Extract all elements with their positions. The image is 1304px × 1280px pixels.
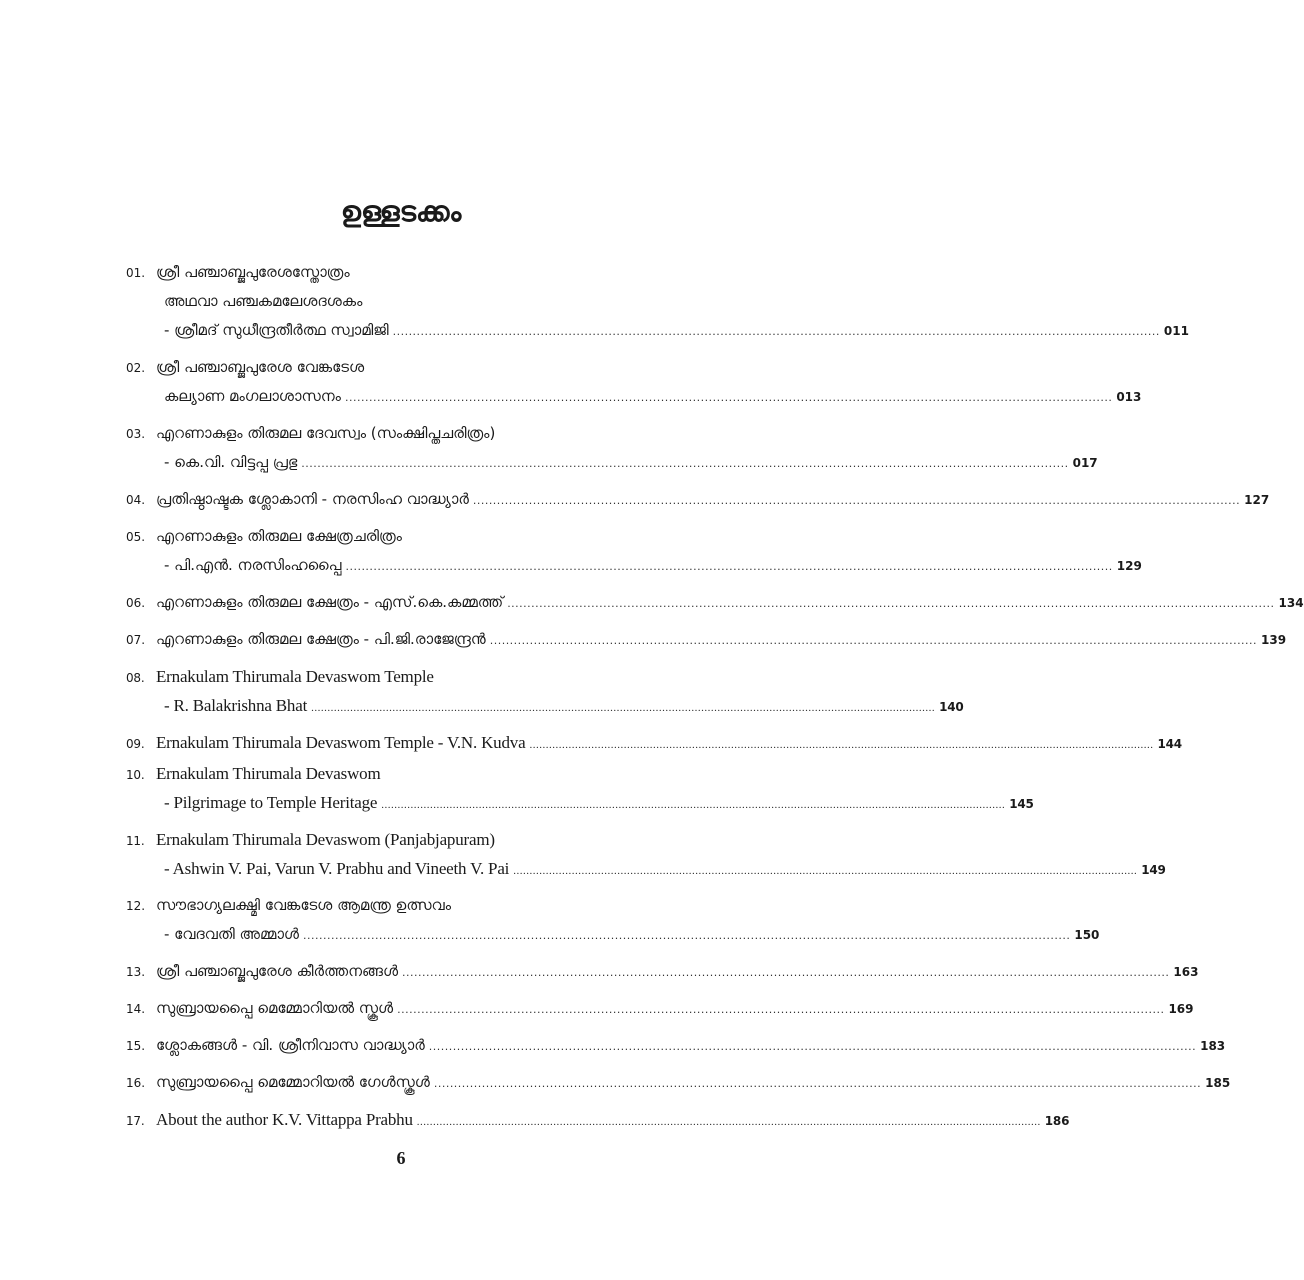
toc-line xyxy=(126,957,1199,986)
toc-entry-title: കല്യാണ മംഗലാശാസനം xyxy=(164,387,341,405)
toc-page-number: 149 xyxy=(1141,863,1166,877)
dot-leader xyxy=(507,589,1274,618)
toc-entry-title: - Ashwin V. Pai, Varun V. Prabhu and Vineeth V. Pai xyxy=(164,859,510,878)
toc-page-number: 150 xyxy=(1074,928,1100,942)
toc-line xyxy=(126,551,1142,580)
toc-page-number: 017 xyxy=(1072,456,1098,470)
toc-line xyxy=(126,728,1182,757)
toc-entry xyxy=(126,825,1166,883)
toc-line xyxy=(126,1068,1231,1097)
toc-entry-number: 09. xyxy=(126,737,145,751)
toc-entry-number: 12. xyxy=(126,899,146,913)
toc-line xyxy=(126,448,1098,477)
toc-entry xyxy=(126,353,1142,411)
toc-page-number: 185 xyxy=(1205,1076,1231,1090)
toc-entry-title: Ernakulam Thirumala Devaswom xyxy=(156,764,381,783)
toc-entry-title: - കെ.വി. വിട്ടപ്പ പ്രഭു xyxy=(164,453,298,471)
toc-line xyxy=(126,485,1270,514)
dot-leader xyxy=(513,857,1137,886)
toc-line xyxy=(126,825,688,854)
toc-entry-title: അഥവാ പഞ്ചകമലേശദശകം xyxy=(164,292,363,310)
toc-line xyxy=(126,854,1166,883)
toc-entry xyxy=(126,1105,1070,1134)
toc-entry-number: 04. xyxy=(126,493,146,507)
toc-entry-title: Ernakulam Thirumala Devaswom Temple - V.N. Kudva xyxy=(156,733,526,752)
toc-entry xyxy=(126,588,1304,617)
toc-entry-title: Ernakulam Thirumala Devaswom (Panjabjapuram) xyxy=(156,830,495,849)
toc-line xyxy=(126,522,688,551)
toc-entry xyxy=(126,994,1194,1023)
toc-line xyxy=(126,588,1304,617)
toc-page-number: 144 xyxy=(1157,737,1182,751)
dot-leader xyxy=(393,317,1160,346)
toc-entry-number: 16. xyxy=(126,1076,146,1090)
toc-entry-number: 07. xyxy=(126,633,146,647)
toc-line xyxy=(126,662,688,691)
toc-page-number: 127 xyxy=(1244,493,1270,507)
toc-entry-title: - ശ്രീമദ് സുധീന്ദ്രതീർത്ഥ സ്വാമിജി xyxy=(164,321,389,339)
toc-line xyxy=(126,382,1142,411)
dot-leader xyxy=(397,995,1164,1024)
dot-leader xyxy=(529,731,1153,760)
toc-page-number: 134 xyxy=(1278,596,1304,610)
page-title: ഉള്ളടക്കം xyxy=(340,195,462,228)
toc-entry-number: 08. xyxy=(126,671,145,685)
toc-entry xyxy=(126,891,1100,949)
toc-entry-number: 14. xyxy=(126,1002,146,1016)
table-of-contents xyxy=(126,258,1304,1142)
toc-page-number: 186 xyxy=(1044,1114,1070,1128)
toc-entry xyxy=(126,258,1189,345)
toc-page-number: 169 xyxy=(1168,1002,1194,1016)
dot-leader xyxy=(473,486,1240,515)
toc-entry xyxy=(126,662,964,720)
toc-page-number: 145 xyxy=(1009,797,1034,811)
toc-line xyxy=(126,994,1194,1023)
toc-line xyxy=(126,920,1100,949)
toc-entry-title: ശ്രീ പഞ്ചാബ്ജപുരേശ കീർത്തനങ്ങൾ xyxy=(156,962,399,980)
dot-leader xyxy=(345,552,1112,581)
toc-entry xyxy=(126,1068,1231,1097)
dot-leader xyxy=(303,921,1070,950)
page-number: 6 xyxy=(396,1148,406,1168)
dot-leader xyxy=(429,1032,1196,1061)
toc-line xyxy=(126,316,1189,345)
toc-line xyxy=(126,891,688,920)
toc-entry xyxy=(126,957,1199,986)
toc-page-number: 139 xyxy=(1261,633,1287,647)
toc-entry-title: എറണാകുളം തിരുമല ക്ഷേത്രചരിത്രം xyxy=(156,527,402,545)
toc-line xyxy=(126,625,1287,654)
dot-leader xyxy=(490,626,1257,655)
toc-entry-title: About the author K.V. Vittappa Prabhu xyxy=(156,1110,413,1129)
toc-entry-title: - വേദവതി അമ്മാൾ xyxy=(164,925,299,943)
toc-page-number: 163 xyxy=(1173,965,1199,979)
toc-line xyxy=(126,1031,1226,1060)
toc-line xyxy=(126,788,1034,817)
toc-entry-title: സൗഭാഗ്യലക്ഷ്മി വേങ്കടേശ ആമന്ത്ര ഉത്സവം xyxy=(156,896,451,914)
toc-entry-number: 11. xyxy=(126,834,145,848)
toc-entry-number: 03. xyxy=(126,427,146,441)
dot-leader xyxy=(301,449,1068,478)
dot-leader xyxy=(402,958,1169,987)
toc-entry-title: പ്രതിഷ്ഠാഷ്ടക ശ്ലോകാനി - നരസിംഹ വാദ്ധ്യാർ xyxy=(156,490,469,508)
toc-line xyxy=(126,691,964,720)
toc-entry-title: - പി.എൻ. നരസിംഹപ്പൈ xyxy=(164,556,342,574)
toc-entry xyxy=(126,759,1034,817)
toc-entry xyxy=(126,728,1182,757)
toc-line xyxy=(126,759,688,788)
toc-entry-title: എറണാകുളം തിരുമല ദേവസ്വം (സംക്ഷിപ്തചരിത്രം) xyxy=(156,424,496,442)
toc-entry-title: - Pilgrimage to Temple Heritage xyxy=(164,793,378,812)
toc-line xyxy=(126,287,688,316)
toc-entry xyxy=(126,419,1098,477)
toc-entry xyxy=(126,522,1142,580)
toc-page-number: 140 xyxy=(939,700,964,714)
toc-entry-number: 13. xyxy=(126,965,146,979)
toc-entry-number: 17. xyxy=(126,1114,145,1128)
toc-entry-title: സുബ്രായപ്പൈ മെമ്മോറിയൽ സ്കൂൾ xyxy=(156,999,394,1017)
toc-page-number: 129 xyxy=(1116,559,1142,573)
toc-entry-title: എറണാകുളം തിരുമല ക്ഷേത്രം - എസ്.കെ.കമ്മത്ത് xyxy=(156,593,504,611)
toc-entry-title: ശ്രീ പഞ്ചാബ്ജപുരേശസ്തോത്രം xyxy=(156,263,350,281)
toc-entry-title: ശ്രീ പഞ്ചാബ്ജപുരേശ വേങ്കടേശ xyxy=(156,358,365,376)
toc-entry xyxy=(126,625,1287,654)
toc-entry-number: 02. xyxy=(126,361,146,375)
dot-leader xyxy=(311,694,935,723)
toc-entry-number: 15. xyxy=(126,1039,146,1053)
toc-entry-title: ശ്ലോകങ്ങൾ - വി. ശ്രീനിവാസ വാദ്ധ്യാർ xyxy=(156,1036,425,1054)
toc-line xyxy=(126,419,688,448)
toc-entry-number: 05. xyxy=(126,530,146,544)
toc-entry-number: 10. xyxy=(126,768,145,782)
toc-page-number: 183 xyxy=(1200,1039,1226,1053)
toc-entry-number: 06. xyxy=(126,596,146,610)
dot-leader xyxy=(381,791,1005,820)
toc-entry-title: എറണാകുളം തിരുമല ക്ഷേത്രം - പി.ജി.രാജേന്ദ്രൻ xyxy=(156,630,486,648)
toc-page-number: 013 xyxy=(1116,390,1142,404)
toc-page-number: 011 xyxy=(1163,324,1189,338)
dot-leader xyxy=(417,1108,1041,1137)
toc-entry-number: 01. xyxy=(126,266,146,280)
toc-line xyxy=(126,1105,1070,1134)
toc-entry-title: സുബ്രായപ്പൈ മെമ്മോറിയൽ ഗേൾസ്കൂൾ xyxy=(156,1073,430,1091)
dot-leader xyxy=(434,1069,1201,1098)
toc-line xyxy=(126,353,688,382)
toc-entry-title: - R. Balakrishna Bhat xyxy=(164,696,308,715)
toc-line xyxy=(126,258,688,287)
toc-entry xyxy=(126,1031,1226,1060)
toc-entry xyxy=(126,485,1270,514)
dot-leader xyxy=(345,383,1112,412)
toc-entry-title: Ernakulam Thirumala Devaswom Temple xyxy=(156,667,434,686)
